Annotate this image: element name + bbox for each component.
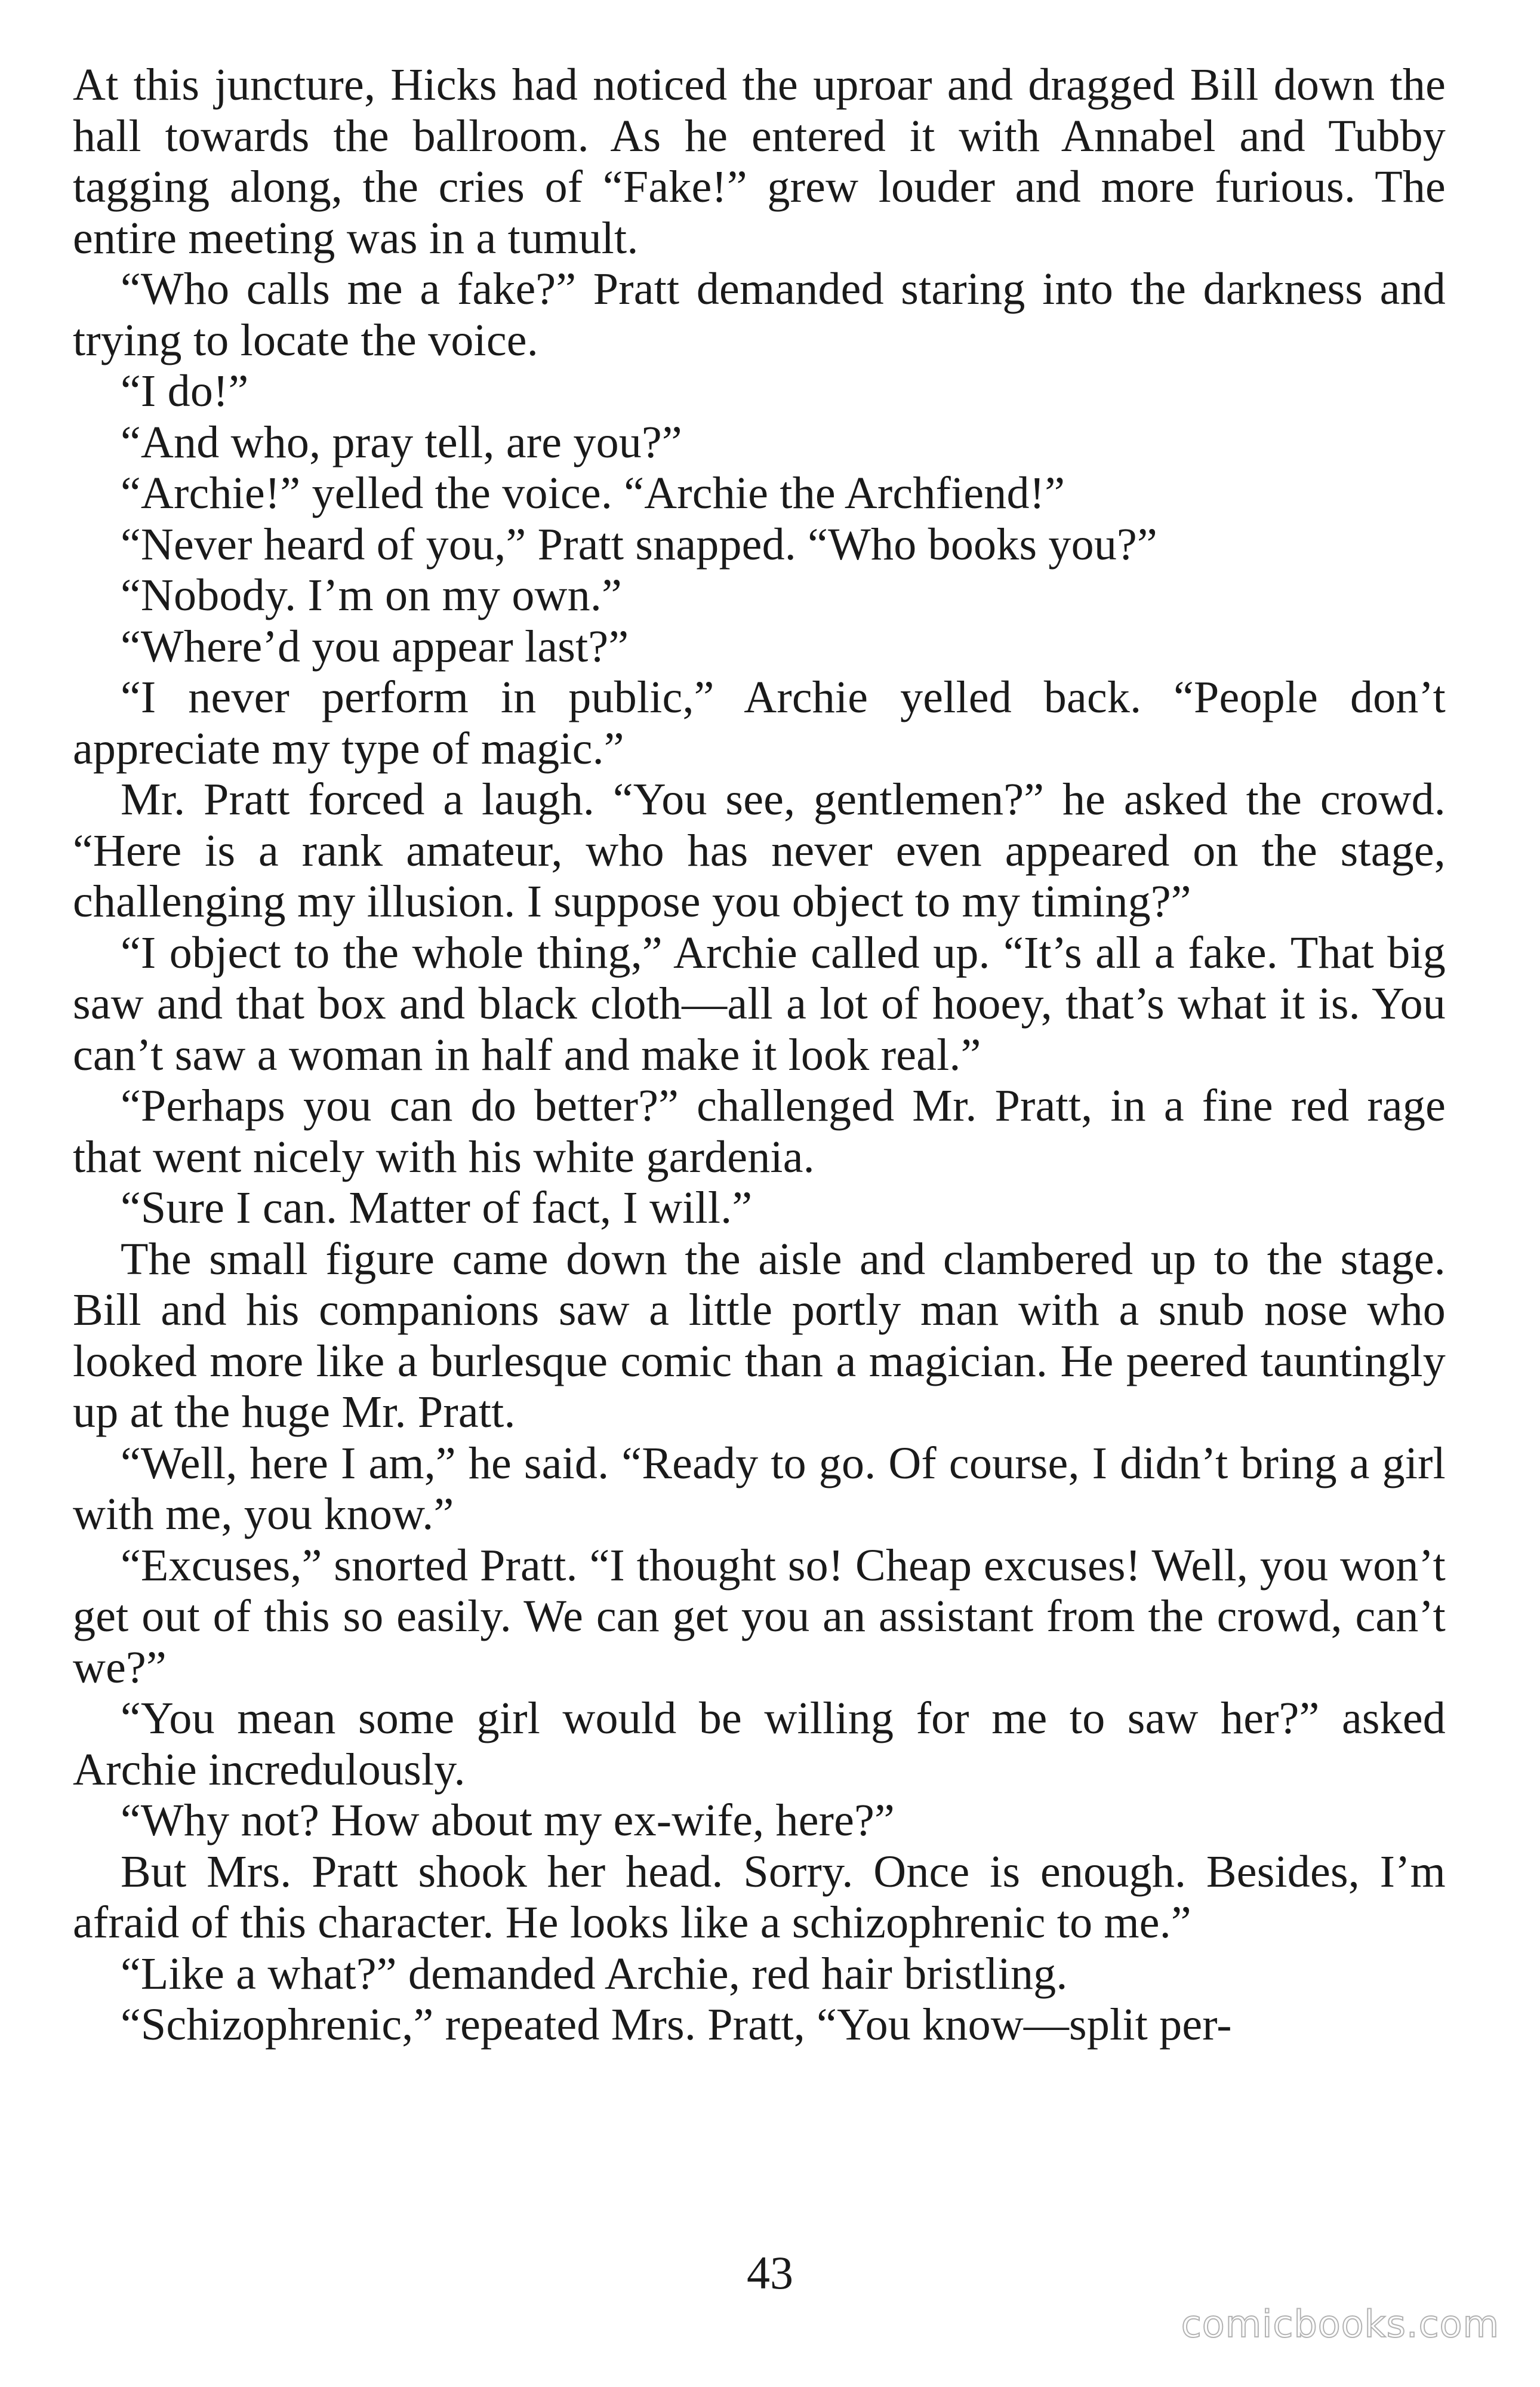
paragraph-21: “Schizophrenic,” repeated Mrs. Pratt, “You know—split per- (121, 2000, 1232, 2050)
paragraph-19: But Mrs. Pratt shook her head. Sorry. Once is enough. Besides, I’m afraid of this character. He looks like a schizophrenic to me.” (73, 1846, 1446, 1948)
paragraph-7: “Nobody. I’m on my own.” (121, 570, 622, 620)
paragraph-2: “Who calls me a fake?” Pratt demanded staring into the darkness and trying to locate the voice. (73, 264, 1446, 365)
paragraph-1: At this juncture, Hicks had noticed the uproar and dragged Bill down the hall towards the ballroom. As he entered it with Annabel and Tubby tagging along, the cries of “Fake!” grew louder and more furious. The entire meeting was in a tumult. (73, 60, 1446, 263)
body-text (73, 60, 1446, 2051)
paragraph-10: Mr. Pratt forced a laugh. “You see, gentlemen?” he asked the crowd. “Here is a rank amateur, who has never even appeared on the stage, challenging my illusion. I suppose you object to my timing?” (73, 774, 1446, 927)
paragraph-16: “Excuses,” snorted Pratt. “I thought so! Cheap excuses! Well, you won’t get out of this so easily. We can get you an assistant from the crowd, can’t we?” (73, 1540, 1446, 1693)
paragraph-13: “Sure I can. Matter of fact, I will.” (121, 1183, 753, 1233)
paragraph-12: “Perhaps you can do better?” challenged Mr. Pratt, in a fine red rage that went nicely with his white gardenia. (73, 1081, 1446, 1182)
paragraph-5: “Archie!” yelled the voice. “Archie the Archfiend!” (121, 468, 1065, 518)
paragraph-15: “Well, here I am,” he said. “Ready to go. Of course, I didn’t bring a girl with me, you know.” (73, 1438, 1446, 1539)
paragraph-11: “I object to the whole thing,” Archie called up. “It’s all a fake. That big saw and that box and black cloth—all a lot of hooey, that’s what it is. You can’t saw a woman in half and make it look real.” (73, 927, 1446, 1080)
page-number: 43 (747, 2247, 793, 2299)
paragraph-14: The small figure came down the aisle and clambered up to the stage. Bill and his companions saw a little portly man with a snub nose who looked more like a burlesque comic than a magician. He peered tauntingly up at the huge Mr. Pratt. (73, 1234, 1446, 1437)
paragraph-9: “I never perform in public,” Archie yelled back. “People don’t appreciate my type of magic.” (73, 672, 1446, 774)
paragraph-4: “And who, pray tell, are you?” (121, 417, 682, 467)
paragraph-18: “Why not? How about my ex-wife, here?” (121, 1795, 895, 1845)
paragraph-20: “Like a what?” demanded Archie, red hair bristling. (121, 1948, 1068, 1999)
paragraph-17: “You mean some girl would be willing for me to saw her?” asked Archie incredulously. (73, 1693, 1446, 1795)
watermark-logo: comicbooks.com (1181, 2302, 1499, 2346)
paragraph-6: “Never heard of you,” Pratt snapped. “Who books you?” (121, 519, 1157, 570)
paragraph-3: “I do!” (121, 366, 249, 416)
paragraph-8: “Where’d you appear last?” (121, 621, 629, 672)
